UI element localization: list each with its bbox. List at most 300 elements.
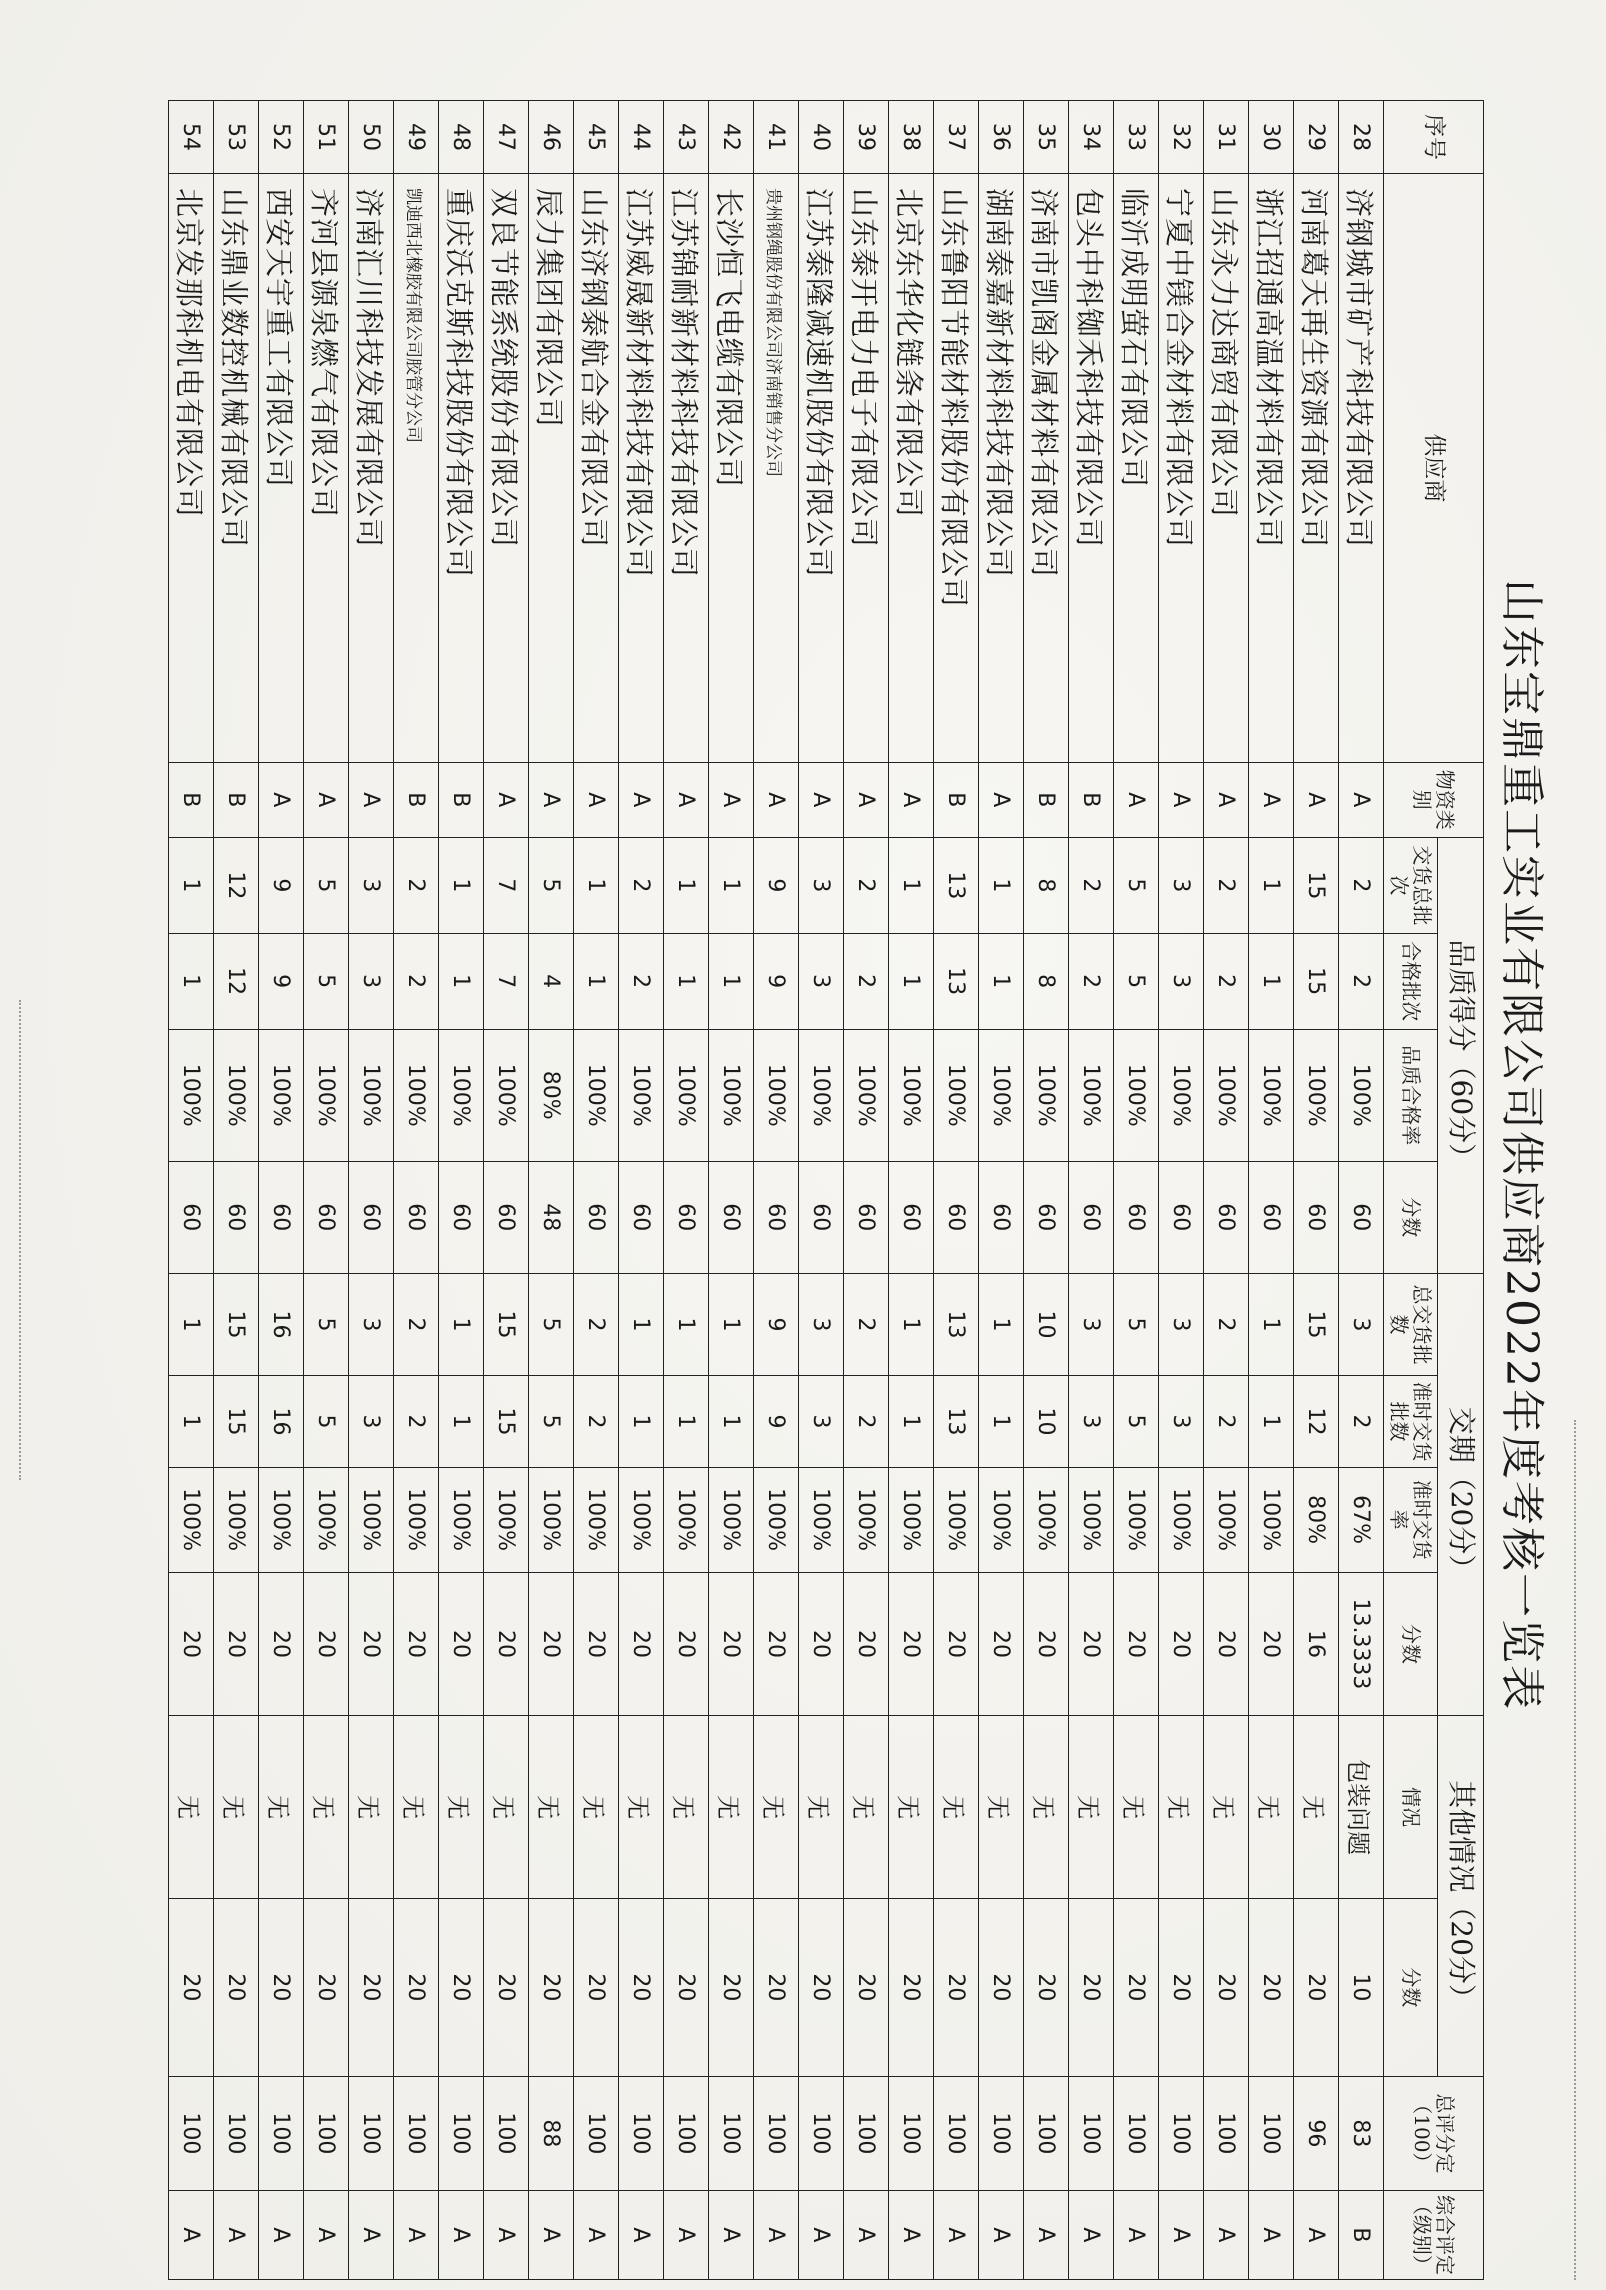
cell-d-rate: 100% [259,1467,304,1572]
cell-total: 100 [889,2076,934,2190]
cell-q-score: 60 [214,1161,259,1273]
cell-grade: A [304,2190,349,2279]
cell-total: 100 [214,2076,259,2190]
cell-d-total: 16 [259,1273,304,1376]
cell-d-rate: 100% [619,1467,664,1572]
cell-total: 100 [439,2076,484,2190]
cell-d-total: 1 [664,1273,709,1376]
cell-d-total: 9 [754,1273,799,1376]
cell-d-rate: 100% [349,1467,394,1572]
cell-o-situation: 无 [979,1716,1024,1899]
cell-q-pass: 2 [844,933,889,1029]
cell-grade: A [1204,2190,1249,2279]
cell-d-ontime: 2 [394,1376,439,1467]
cell-grade: A [574,2190,619,2279]
table-row [304,101,349,2280]
cell-supplier: 双良节能系统股份有限公司 [484,174,529,763]
cell-q-score: 60 [1069,1161,1114,1273]
cell-d-total: 15 [214,1273,259,1376]
cell-total: 100 [259,2076,304,2190]
cell-d-score: 20 [304,1572,349,1716]
cell-o-situation: 无 [709,1716,754,1899]
header-other-group: 其他情况（20分） [1438,1716,1484,2076]
cell-q-score: 60 [889,1161,934,1273]
cell-q-score: 60 [754,1161,799,1273]
cell-o-situation: 无 [529,1716,574,1899]
cell-d-rate: 100% [304,1467,349,1572]
header-d-ontime: 准时交货批数 [1384,1376,1438,1467]
cell-q-total: 12 [214,837,259,933]
table-row [844,101,889,2280]
cell-o-situation: 无 [1204,1716,1249,1899]
cell-grade: A [889,2190,934,2279]
cell-seq: 42 [709,101,754,174]
cell-supplier: 凯迪西北橡胶有限公司胶管分公司 [394,174,439,763]
cell-q-score: 60 [169,1161,214,1273]
table-row [1249,101,1294,2280]
cell-supplier: 山东鼎业数控机械有限公司 [214,174,259,763]
cell-seq: 46 [529,101,574,174]
table-row [439,101,484,2280]
cell-q-total: 1 [574,837,619,933]
cell-d-total: 3 [1339,1273,1384,1376]
cell-q-rate: 100% [574,1029,619,1161]
cell-o-situation: 无 [394,1716,439,1899]
cell-q-pass: 1 [574,933,619,1029]
cell-o-situation: 无 [259,1716,304,1899]
cell-o-score: 20 [169,1898,214,2076]
cell-o-score: 20 [889,1898,934,2076]
cell-q-score: 60 [259,1161,304,1273]
cell-o-situation: 无 [799,1716,844,1899]
cell-o-score: 20 [1249,1898,1294,2076]
table-row [1024,101,1069,2280]
cell-grade: A [709,2190,754,2279]
header-q-score: 分数 [1384,1161,1438,1273]
cell-d-total: 1 [619,1273,664,1376]
cell-d-ontime: 3 [349,1376,394,1467]
table-row [934,101,979,2280]
cell-q-total: 9 [754,837,799,933]
cell-q-pass: 5 [304,933,349,1029]
cell-d-score: 20 [664,1572,709,1716]
cell-q-total: 1 [169,837,214,933]
cell-o-situation: 无 [214,1716,259,1899]
cell-grade: A [664,2190,709,2279]
cell-grade: A [394,2190,439,2279]
cell-grade: A [169,2190,214,2279]
cell-seq: 45 [574,101,619,174]
cell-d-ontime: 2 [574,1376,619,1467]
cell-q-rate: 100% [394,1029,439,1161]
cell-q-rate: 100% [934,1029,979,1161]
cell-category: B [394,762,439,837]
cell-grade: A [259,2190,304,2279]
cell-total: 100 [394,2076,439,2190]
cell-d-rate: 100% [1069,1467,1114,1572]
cell-total: 100 [1069,2076,1114,2190]
cell-grade: A [619,2190,664,2279]
cell-supplier: 西安天宇重工有限公司 [259,174,304,763]
cell-q-pass: 9 [754,933,799,1029]
cell-d-ontime: 1 [619,1376,664,1467]
cell-total: 100 [709,2076,754,2190]
cell-o-score: 20 [709,1898,754,2076]
supplier-evaluation-table [168,100,1484,2280]
cell-category: B [1069,762,1114,837]
cell-q-total: 1 [439,837,484,933]
cell-d-total: 3 [1069,1273,1114,1376]
cell-q-total: 1 [709,837,754,933]
cell-q-score: 60 [934,1161,979,1273]
cell-o-situation: 无 [1024,1716,1069,1899]
cell-d-ontime: 1 [1249,1376,1294,1467]
cell-q-rate: 100% [799,1029,844,1161]
cell-o-situation: 无 [304,1716,349,1899]
cell-o-situation: 无 [889,1716,934,1899]
cell-o-situation: 无 [574,1716,619,1899]
cell-q-rate: 100% [1114,1029,1159,1161]
header-d-score: 分数 [1384,1572,1438,1716]
cell-q-score: 60 [1204,1161,1249,1273]
cell-o-score: 20 [1159,1898,1204,2076]
cell-seq: 28 [1339,101,1384,174]
cell-d-ontime: 16 [259,1376,304,1467]
cell-q-rate: 100% [1024,1029,1069,1161]
cell-category: A [1114,762,1159,837]
cell-supplier: 贵州钢绳股份有限公司济南销售分公司 [754,174,799,763]
cell-seq: 30 [1249,101,1294,174]
cell-d-total: 1 [1249,1273,1294,1376]
cell-d-rate: 100% [1024,1467,1069,1572]
cell-d-rate: 100% [1114,1467,1159,1572]
cell-q-total: 2 [1339,837,1384,933]
cell-d-ontime: 2 [1204,1376,1249,1467]
cell-q-score: 60 [979,1161,1024,1273]
cell-o-score: 20 [799,1898,844,2076]
cell-supplier: 临沂成明萤石有限公司 [1114,174,1159,763]
cell-d-ontime: 9 [754,1376,799,1467]
table-row [169,101,214,2280]
cell-d-rate: 100% [1249,1467,1294,1572]
cell-total: 100 [304,2076,349,2190]
cell-d-ontime: 5 [304,1376,349,1467]
cell-category: A [619,762,664,837]
cell-total: 100 [1024,2076,1069,2190]
cell-q-pass: 1 [664,933,709,1029]
cell-q-pass: 2 [1204,933,1249,1029]
cell-total: 100 [1114,2076,1159,2190]
cell-q-total: 5 [304,837,349,933]
cell-q-pass: 1 [709,933,754,1029]
cell-category: A [1294,762,1339,837]
cell-d-score: 20 [574,1572,619,1716]
cell-d-score: 20 [439,1572,484,1716]
cell-total: 88 [529,2076,574,2190]
table-row [1069,101,1114,2280]
cell-q-score: 60 [394,1161,439,1273]
cell-d-ontime: 2 [1339,1376,1384,1467]
header-d-total: 总交货批数 [1384,1273,1438,1376]
cell-supplier: 宁夏中镁合金材料有限公司 [1159,174,1204,763]
cell-d-score: 20 [1204,1572,1249,1716]
cell-d-total: 10 [1024,1273,1069,1376]
cell-d-score: 20 [1114,1572,1159,1716]
header-q-pass: 合格批次 [1384,933,1438,1029]
cell-o-situation: 无 [619,1716,664,1899]
cell-d-total: 2 [574,1273,619,1376]
header-supplier: 供应商 [1384,174,1484,763]
cell-supplier: 山东永力达商贸有限公司 [1204,174,1249,763]
cell-d-rate: 100% [844,1467,889,1572]
cell-d-ontime: 1 [979,1376,1024,1467]
cell-q-pass: 1 [979,933,1024,1029]
cell-total: 100 [619,2076,664,2190]
cell-q-score: 60 [799,1161,844,1273]
cell-grade: A [1114,2190,1159,2279]
cell-seq: 33 [1114,101,1159,174]
cell-q-score: 60 [1159,1161,1204,1273]
table-row [799,101,844,2280]
cell-d-ontime: 13 [934,1376,979,1467]
cell-o-score: 20 [304,1898,349,2076]
cell-d-score: 20 [259,1572,304,1716]
cell-q-pass: 3 [1159,933,1204,1029]
cell-seq: 29 [1294,101,1339,174]
cell-d-ontime: 3 [799,1376,844,1467]
cell-d-total: 2 [1204,1273,1249,1376]
cell-d-rate: 100% [1204,1467,1249,1572]
cell-supplier: 北京发那科机电有限公司 [169,174,214,763]
cell-q-rate: 100% [169,1029,214,1161]
cell-d-total: 15 [1294,1273,1339,1376]
cell-grade: A [529,2190,574,2279]
cell-q-rate: 100% [484,1029,529,1161]
cell-o-score: 20 [844,1898,889,2076]
header-q-rate: 品质合格率 [1384,1029,1438,1161]
cell-q-rate: 100% [304,1029,349,1161]
header-seq: 序号 [1384,101,1484,174]
cell-q-pass: 9 [259,933,304,1029]
cell-grade: A [979,2190,1024,2279]
table-row [1339,101,1384,2280]
cell-grade: A [934,2190,979,2279]
cell-d-ontime: 5 [1114,1376,1159,1467]
cell-seq: 50 [349,101,394,174]
cell-supplier: 江苏威晟新材料科技有限公司 [619,174,664,763]
cell-q-total: 2 [1069,837,1114,933]
cell-d-rate: 100% [484,1467,529,1572]
cell-o-situation: 无 [1069,1716,1114,1899]
cell-q-pass: 1 [439,933,484,1029]
cell-d-score: 20 [889,1572,934,1716]
cell-d-score: 13.3333 [1339,1572,1384,1716]
cell-d-score: 16 [1294,1572,1339,1716]
cell-d-score: 20 [1024,1572,1069,1716]
header-o-situation: 情况 [1384,1716,1438,1899]
cell-category: A [754,762,799,837]
cell-d-score: 20 [934,1572,979,1716]
cell-d-score: 20 [754,1572,799,1716]
header-grade: 综合评定（级别） [1384,2190,1484,2279]
cell-d-total: 3 [1159,1273,1204,1376]
table-row [1159,101,1204,2280]
header-total: 总评分定（100） [1384,2076,1484,2190]
cell-category: B [439,762,484,837]
cell-o-score: 20 [1294,1898,1339,2076]
cell-d-rate: 100% [754,1467,799,1572]
cell-q-rate: 100% [1204,1029,1249,1161]
cell-category: A [574,762,619,837]
cell-d-score: 20 [214,1572,259,1716]
cell-category: A [979,762,1024,837]
cell-supplier: 山东泰开电力电子有限公司 [844,174,889,763]
cell-q-rate: 100% [844,1029,889,1161]
cell-category: A [799,762,844,837]
cell-d-total: 2 [844,1273,889,1376]
cell-d-ontime: 15 [214,1376,259,1467]
cell-d-score: 20 [394,1572,439,1716]
cell-category: A [349,762,394,837]
table-row [709,101,754,2280]
cell-seq: 36 [979,101,1024,174]
cell-q-rate: 100% [1249,1029,1294,1161]
cell-supplier: 长沙恒飞电缆有限公司 [709,174,754,763]
cell-d-total: 13 [934,1273,979,1376]
cell-supplier: 北京东华化链条有限公司 [889,174,934,763]
header-d-rate: 准时交货率 [1384,1467,1438,1572]
cell-category: A [1204,762,1249,837]
cell-d-ontime: 15 [484,1376,529,1467]
cell-supplier: 河南葛天再生资源有限公司 [1294,174,1339,763]
cell-d-rate: 100% [709,1467,754,1572]
cell-o-score: 20 [664,1898,709,2076]
cell-q-score: 60 [619,1161,664,1273]
cell-d-ontime: 2 [844,1376,889,1467]
cell-q-total: 1 [979,837,1024,933]
cell-d-rate: 100% [889,1467,934,1572]
cell-o-score: 20 [1114,1898,1159,2076]
cell-d-score: 20 [529,1572,574,1716]
cell-o-situation: 无 [1114,1716,1159,1899]
cell-seq: 47 [484,101,529,174]
cell-o-score: 20 [1204,1898,1249,2076]
header-delivery-group: 交期（20分） [1438,1273,1484,1716]
cell-o-score: 20 [1069,1898,1114,2076]
scan-dotted-line [19,1000,21,1480]
cell-grade: A [844,2190,889,2279]
table-row [1204,101,1249,2280]
cell-q-total: 8 [1024,837,1069,933]
cell-d-score: 20 [619,1572,664,1716]
cell-d-ontime: 12 [1294,1376,1339,1467]
cell-category: A [889,762,934,837]
cell-d-rate: 100% [934,1467,979,1572]
cell-q-score: 60 [1249,1161,1294,1273]
cell-o-score: 20 [259,1898,304,2076]
cell-q-score: 60 [349,1161,394,1273]
cell-q-total: 2 [1204,837,1249,933]
scan-dotted-line [1574,1420,1576,2280]
cell-seq: 53 [214,101,259,174]
cell-total: 100 [349,2076,394,2190]
cell-q-score: 60 [844,1161,889,1273]
cell-supplier: 浙江招通高温材料有限公司 [1249,174,1294,763]
cell-o-situation: 无 [934,1716,979,1899]
cell-o-situation: 无 [1159,1716,1204,1899]
cell-total: 83 [1339,2076,1384,2190]
cell-d-score: 20 [979,1572,1024,1716]
cell-supplier: 江苏锦耐新材料科技有限公司 [664,174,709,763]
cell-q-pass: 7 [484,933,529,1029]
cell-seq: 40 [799,101,844,174]
cell-d-ontime: 1 [889,1376,934,1467]
cell-q-total: 13 [934,837,979,933]
cell-o-score: 20 [934,1898,979,2076]
cell-q-pass: 2 [1339,933,1384,1029]
cell-grade: A [1024,2190,1069,2279]
cell-q-pass: 8 [1024,933,1069,1029]
cell-supplier: 济南汇川科技发展有限公司 [349,174,394,763]
cell-q-rate: 100% [664,1029,709,1161]
cell-category: A [709,762,754,837]
cell-total: 100 [1249,2076,1294,2190]
cell-seq: 51 [304,101,349,174]
cell-o-score: 20 [1024,1898,1069,2076]
cell-total: 96 [1294,2076,1339,2190]
cell-q-score: 60 [1024,1161,1069,1273]
cell-seq: 43 [664,101,709,174]
cell-o-score: 20 [979,1898,1024,2076]
cell-q-rate: 100% [619,1029,664,1161]
cell-supplier: 重庆沃克斯科技股份有限公司 [439,174,484,763]
cell-d-score: 20 [169,1572,214,1716]
cell-q-score: 60 [664,1161,709,1273]
cell-supplier: 江苏泰隆减速机股份有限公司 [799,174,844,763]
table-row [214,101,259,2280]
cell-q-total: 5 [1114,837,1159,933]
cell-total: 100 [1204,2076,1249,2190]
cell-seq: 32 [1159,101,1204,174]
cell-q-score: 48 [529,1161,574,1273]
cell-grade: A [439,2190,484,2279]
cell-d-ontime: 1 [709,1376,754,1467]
cell-d-rate: 100% [979,1467,1024,1572]
cell-d-score: 20 [799,1572,844,1716]
cell-category: A [259,762,304,837]
cell-supplier: 济钢城市矿产科技有限公司 [1339,174,1384,763]
table-row [574,101,619,2280]
header-category: 物资类别 [1384,762,1484,837]
cell-o-situation: 无 [664,1716,709,1899]
cell-grade: A [1159,2190,1204,2279]
cell-q-score: 60 [709,1161,754,1273]
cell-d-rate: 100% [439,1467,484,1572]
cell-category: A [304,762,349,837]
cell-q-total: 2 [844,837,889,933]
cell-d-score: 20 [1159,1572,1204,1716]
cell-grade: A [799,2190,844,2279]
cell-category: B [934,762,979,837]
cell-q-total: 5 [529,837,574,933]
cell-seq: 34 [1069,101,1114,174]
cell-q-pass: 13 [934,933,979,1029]
cell-grade: A [1069,2190,1114,2279]
cell-o-situation: 无 [1249,1716,1294,1899]
cell-d-total: 5 [529,1273,574,1376]
cell-q-rate: 100% [439,1029,484,1161]
cell-d-total: 1 [979,1273,1024,1376]
